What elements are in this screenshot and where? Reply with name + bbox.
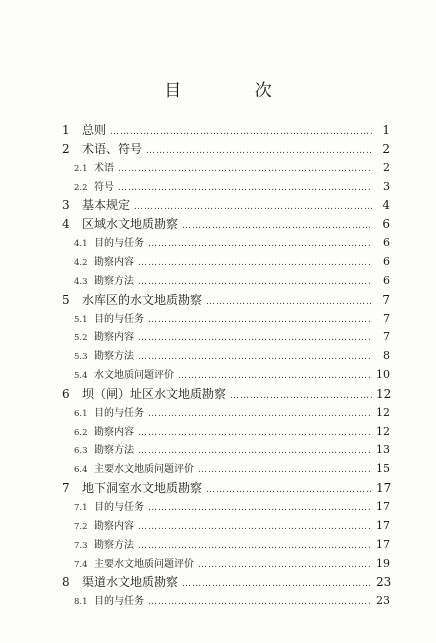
dot-leader: [138, 353, 372, 362]
toc-entry: [74, 407, 390, 419]
toc-entry-number: 5: [62, 292, 70, 307]
toc-entry-title: 术语: [94, 162, 114, 174]
toc-entry-title: 渠道水文地质勘察: [82, 575, 179, 590]
toc-entry-number: 3: [62, 198, 70, 213]
toc-entry-number: 8.1: [74, 597, 88, 608]
toc-entry: [74, 237, 390, 249]
toc-entry-page-number: 4: [382, 198, 390, 213]
toc-entry-number: 6.2: [74, 427, 88, 438]
dot-leader: [206, 298, 372, 307]
toc-entry-number: 6: [62, 386, 70, 401]
dot-leader: [110, 128, 372, 137]
toc-entry-title: 勘察方法: [94, 445, 134, 457]
toc-entry-page-number: 6: [382, 217, 390, 232]
toc-entry: [62, 218, 390, 231]
dot-leader: [198, 561, 372, 570]
toc-entry-page-number: 17: [376, 518, 390, 532]
dot-leader: [148, 316, 372, 325]
dot-leader: [198, 466, 372, 475]
toc-entry-number: 5.1: [74, 314, 88, 325]
dot-leader: [138, 542, 372, 551]
page-title: 目 次: [164, 81, 306, 101]
toc-entry: [74, 313, 390, 325]
toc-entry-number: 7: [62, 481, 70, 496]
toc-entry-page-number: 1: [382, 123, 390, 137]
toc-entry-page-number: 7: [382, 292, 390, 307]
dot-leader: [138, 259, 372, 268]
toc-entry-number: 5.4: [74, 371, 88, 382]
toc-entry-title: 水文地质问题评价: [94, 370, 174, 382]
dot-leader: [138, 278, 372, 287]
dot-leader: [138, 334, 372, 343]
toc-entry-title: 目的与任务: [94, 407, 144, 419]
toc-entry-page-number: 6: [383, 273, 390, 287]
toc-entry-title: 目的与任务: [94, 596, 144, 608]
toc-entry-title: 主要水文地质问题评价: [94, 464, 194, 476]
dot-leader: [138, 523, 372, 532]
dot-leader: [118, 165, 372, 174]
toc-entry-page-number: 15: [376, 462, 390, 476]
toc-entry-number: 7.2: [74, 521, 88, 532]
toc-entry-title: 符号: [94, 181, 114, 193]
toc-entry: [62, 124, 390, 137]
toc-entry-number: 6.1: [74, 408, 88, 419]
toc-entry-title: 勘察内容: [94, 520, 134, 532]
toc-entry-title: 勘察方法: [94, 275, 134, 287]
dot-leader: [148, 410, 372, 419]
toc-entry-title: 术语、符号: [82, 141, 143, 156]
toc-entry-number: 7.4: [74, 559, 88, 570]
toc-entry-title: 基本规定: [82, 198, 131, 213]
toc-entry-number: 6.4: [74, 465, 88, 476]
dot-leader: [134, 203, 372, 212]
toc-entry-page-number: 7: [383, 311, 390, 325]
toc-entry-title: 目的与任务: [94, 502, 144, 513]
toc-entry-number: 2.1: [74, 163, 88, 174]
toc-entry: [74, 501, 390, 513]
dot-leader: [148, 504, 372, 513]
toc-entry-number: 2.2: [74, 182, 88, 193]
toc-entry-number: 4.3: [74, 276, 88, 287]
dot-leader: [146, 147, 372, 156]
toc-entry-title: 总则: [82, 123, 107, 137]
dot-leader: [178, 372, 372, 381]
toc-entry-page-number: 19: [376, 556, 390, 570]
toc-entry: [62, 294, 390, 307]
dot-leader: [138, 447, 372, 456]
toc-entry-title: 水库区的水文地质勘察: [82, 292, 203, 307]
toc-entry-page-number: 12: [376, 405, 390, 419]
toc-entry: [74, 275, 390, 287]
toc-entry-title: 主要水文地质问题评价: [94, 558, 194, 570]
toc-entry: [74, 350, 390, 362]
toc-entry: [74, 558, 390, 570]
toc-entry-title: 地下洞室水文地质勘察: [82, 481, 203, 496]
toc-entry-number: 6.3: [74, 446, 88, 457]
toc-entry: [62, 482, 390, 495]
toc-entry-page-number: 8: [383, 349, 390, 363]
dot-leader: [230, 392, 372, 401]
toc-entry-title: 区域水文地质勘察: [82, 217, 179, 232]
toc-entry-page-number: 12: [376, 386, 392, 401]
toc-entry-title: 勘察内容: [94, 426, 134, 438]
dot-leader: [206, 486, 372, 495]
toc-entry-number: 4.1: [74, 239, 88, 250]
toc-entry-number: 5.3: [74, 352, 88, 363]
toc-entry-number: 5.2: [74, 333, 88, 344]
toc-entry-number: 7.1: [74, 503, 88, 513]
toc-entry: [74, 520, 390, 532]
toc-entry-page-number: 23: [376, 575, 392, 590]
toc-entry-page-number: 2: [382, 141, 390, 156]
toc-entry-page-number: 10: [376, 368, 390, 382]
toc-entry-page-number: 2: [383, 160, 390, 174]
toc-entry-title: 目的与任务: [94, 313, 144, 325]
toc-entry-number: 8: [62, 575, 70, 590]
toc-entry: [74, 539, 390, 551]
toc-entry: [62, 199, 390, 212]
toc-entry-title: 目的与任务: [94, 238, 144, 250]
dot-leader: [182, 580, 372, 589]
toc-entry: [62, 576, 390, 589]
toc-entry-page-number: 23: [376, 594, 390, 608]
toc-entry: [74, 463, 390, 475]
toc-entry-title: 勘察方法: [94, 539, 134, 551]
toc-entry-page-number: 6: [383, 254, 390, 268]
toc-entry: [74, 426, 390, 438]
toc-entry-title: 勘察内容: [94, 332, 134, 344]
dot-leader: [148, 598, 372, 607]
dot-leader: [148, 240, 372, 249]
toc-entry-page-number: 17: [376, 500, 390, 513]
toc-entry-number: 7.3: [74, 540, 88, 551]
toc-entry: [74, 256, 390, 268]
toc-entry-number: 4: [62, 217, 70, 232]
toc-entry-title: 勘察方法: [94, 351, 134, 363]
toc-entry: [74, 162, 390, 174]
toc-entry-number: 4.2: [74, 257, 88, 268]
toc-entry-page-number: 7: [383, 330, 390, 344]
dot-leader: [138, 429, 372, 438]
toc-entry: [74, 331, 390, 343]
toc-entry-number: 1: [62, 123, 70, 137]
toc-entry-page-number: 17: [376, 537, 390, 551]
toc-entry-page-number: 13: [376, 443, 390, 457]
toc-entry-title: 勘察内容: [94, 256, 134, 268]
toc-entry-page-number: 17: [376, 481, 392, 496]
toc-entry-page-number: 3: [383, 179, 390, 193]
toc-entry-page-number: 6: [383, 236, 390, 250]
toc-entry: [62, 388, 390, 401]
toc-entry: [74, 595, 390, 607]
toc-entry-number: 2: [62, 141, 70, 156]
toc-entry: [74, 369, 390, 381]
dot-leader: [118, 184, 372, 193]
dot-leader: [182, 222, 372, 231]
toc-entry: [74, 181, 390, 193]
toc-entry: [62, 143, 390, 156]
toc-entry-title: 坝（闸）址区水文地质勘察: [82, 386, 227, 401]
toc-entry: [74, 444, 390, 456]
toc-entry-page-number: 12: [376, 424, 390, 438]
